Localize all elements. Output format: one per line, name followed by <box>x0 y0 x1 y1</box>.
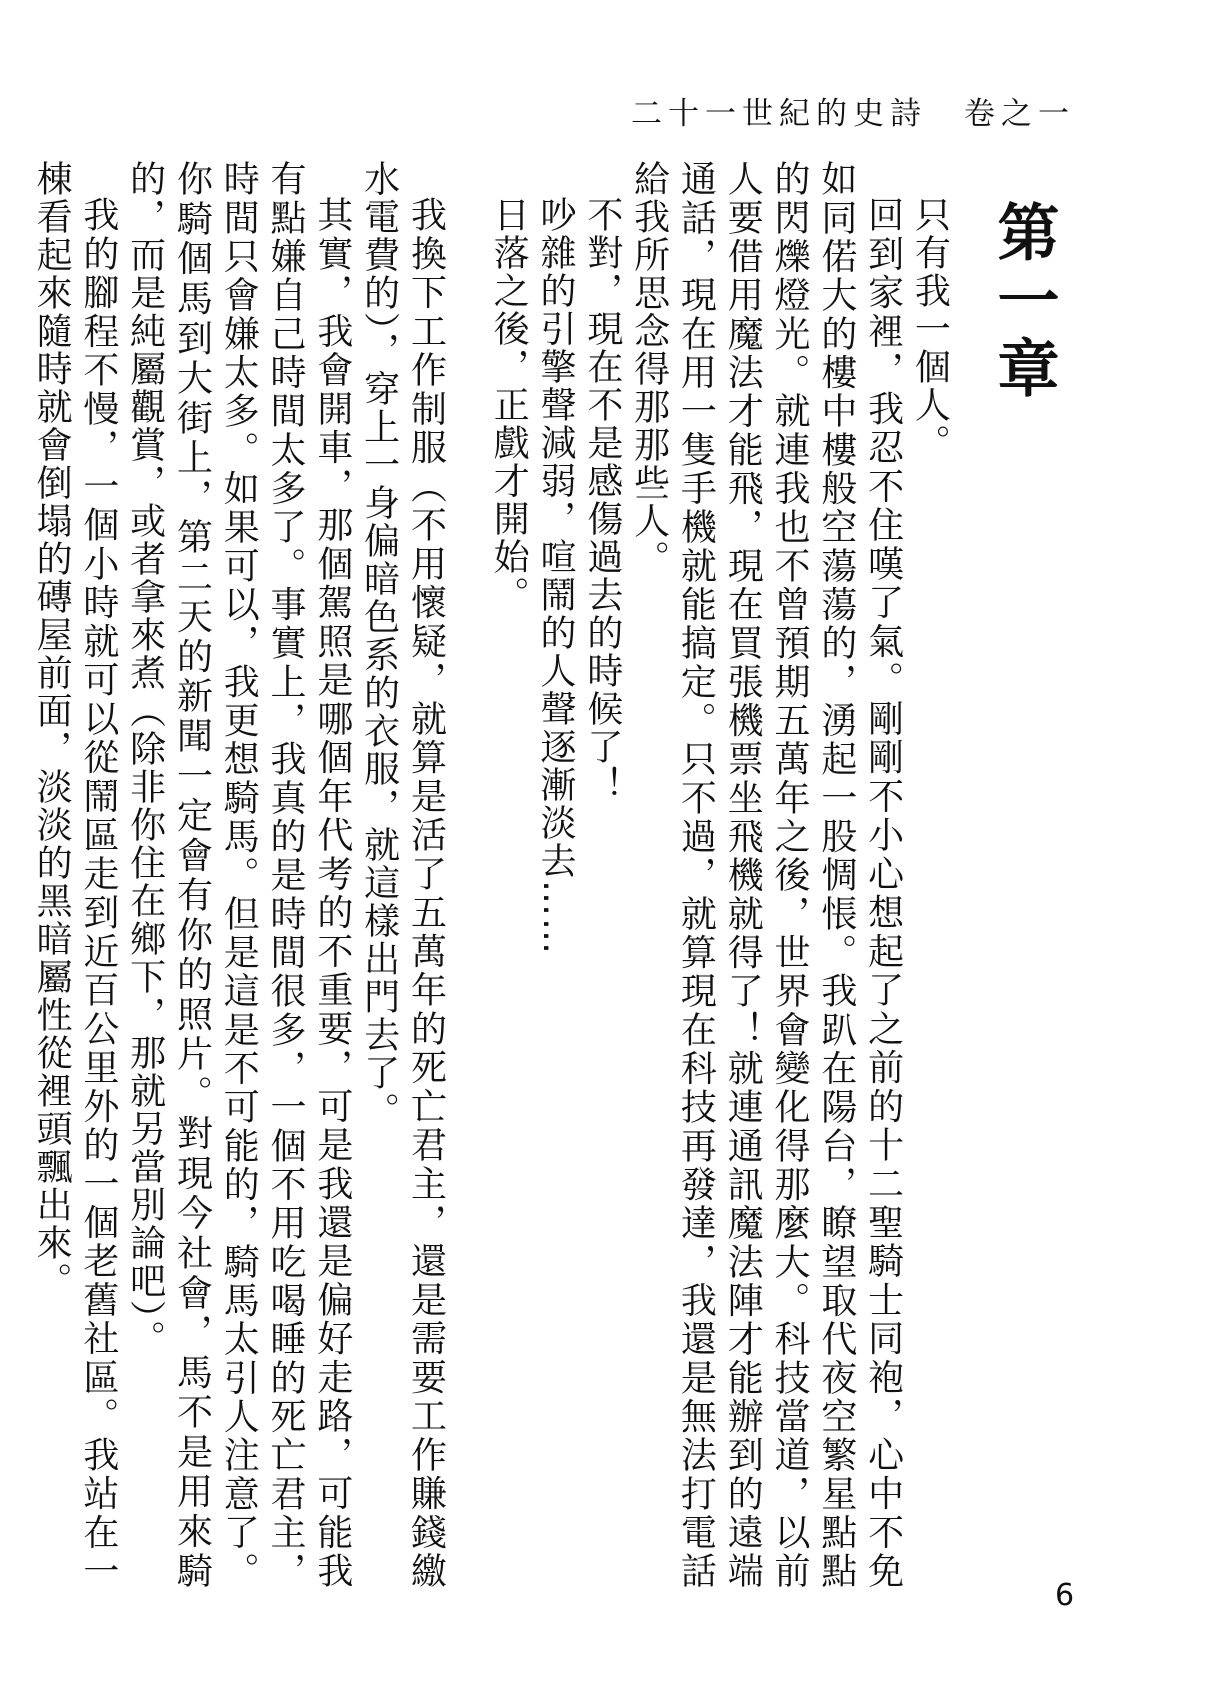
page-number: 6 <box>1055 1578 1075 1613</box>
chapter-title: 第一章 <box>987 200 1060 404</box>
paragraph-5: 日落之後，正戲才開始。 <box>488 196 530 614</box>
paragraph-8: 我的腳程不慢，一個小時就可以從鬧區走到近百公里外的一個老舊社區。我站在一棟看起來隨時就會倒塌的磚屋前面，淡淡的黑暗屬性從裡頭飄出來。 <box>31 160 119 1590</box>
paragraph-7: 其實，我會開車，那個駕照是哪個年代考的不重要，可是我還是偏好走路，可能我有點嫌自己時間太多了。事實上，我真的是時間很多，一個不用吃喝睡的死亡君主，時間只會嫌太多。如果可以，我更想騎馬。但是這是不可能的，騎馬太引人注意了。你騎個馬到大街上，第二天的新聞一定會有你的照片。對現今社會，馬不是用來騎的，而是純屬觀賞，或者拿來煮（除非你住在鄉下，那就另當別論吧）。 <box>124 160 353 1590</box>
paragraph-2: 回到家裡，我忍不住嘆了氣。剛剛不小心想起了之前的十二聖騎士同袍，心中不免如同偌大的樓中樓般空蕩蕩的，湧起一股惆悵。我趴在陽台，瞭望取代夜空繁星點點的閃爍燈光。就連我也不曾預期五萬年之後，世界會變化得那麼大。科技當道，以前人要借用魔法才能飛，現在買張機票坐飛機就得了！就連通訊魔法陣才能辦到的遠端通話，現在用一隻手機就能搞定。只不過，就算現在科技再發達，我還是無法打電話給我所思念得那那些人。 <box>628 160 904 1590</box>
paragraph-6: 我換下工作制服（不用懷疑，就算是活了五萬年的死亡君主，還是需要工作賺錢繳水電費的），穿上一身偏暗色系的衣服，就這樣出門去了。 <box>358 160 447 1590</box>
paragraph-3: 不對，現在不是感傷過去的時候了！ <box>581 196 623 804</box>
paragraph-4: 吵雜的引擎聲減弱，喧鬧的人聲逐漸淡去…… <box>535 196 577 956</box>
paragraph-1: 只有我一個人。 <box>909 196 951 462</box>
running-header: 二十一世紀的史詩 卷之一 <box>631 96 1075 132</box>
blank-line <box>448 160 484 196</box>
chapter-body <box>31 160 1063 1590</box>
